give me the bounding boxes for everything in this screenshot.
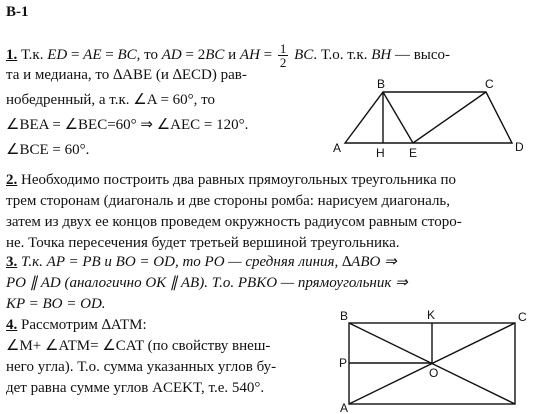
label-A2: A	[340, 401, 349, 414]
fraction-one-half: $\frac{1}{2}$	[279, 41, 287, 70]
p3-line-1: 3. Т.к. AP = PB и BO = OD, то PO — средняя линия, ∆ABO ⇒	[6, 254, 397, 270]
label-K: K	[427, 308, 436, 322]
p4-line-2: ∠M+ ∠ATM= ∠CAT (по свойству внеш-	[6, 338, 271, 354]
p2-line-3: затем из двух ее концов проведем окружность радиусом равным сторо-	[6, 214, 462, 230]
label-C: C	[485, 77, 494, 91]
label-B2: B	[340, 309, 349, 323]
p1-line-5: ∠BCE = 60°.	[6, 142, 90, 158]
p3-number: 3.	[6, 254, 18, 270]
p1-number: 1.	[6, 46, 18, 63]
label-E: E	[409, 146, 418, 160]
p2-line-2: трем сторонам (диагональ и две стороны ромба: нарисуем диагональ,	[6, 193, 451, 209]
p1-line-4: ∠BEA = ∠BEC=60° ⇒ ∠AEC = 120°.	[6, 117, 249, 133]
label-D: D	[515, 140, 524, 154]
label-O: O	[429, 366, 439, 380]
label-H: H	[376, 146, 385, 160]
label-P: P	[339, 356, 348, 370]
p2-line-1: 2. Необходимо построить два равных прямоугольных треугольника по	[6, 172, 457, 188]
p4-line-4: дет равна сумме углов ACEKT, т.е. 540°.	[6, 380, 265, 396]
p2-number: 2.	[6, 172, 18, 188]
p4-line-1: 4. Рассмотрим ∆ATM:	[6, 317, 147, 333]
p1-line-2: та и медиана, то ∆ABE (и ∆ECD) рав-	[6, 67, 247, 83]
label-B: B	[377, 77, 386, 91]
p4-line-3: него угла). Т.о. сумма указанных углов бу-	[6, 359, 277, 375]
label-A: A	[333, 141, 342, 155]
p4-number: 4.	[6, 317, 18, 333]
p3-line-3: KP = BO = OD.	[6, 296, 106, 312]
page-heading: В-1	[6, 4, 29, 20]
label-C2: C	[518, 310, 527, 324]
p2-line-4: не. Точка пересечения будет третьей вершиной треугольника.	[6, 235, 400, 251]
p1-line-1: 1. Т.к. ED = AE = BC, то AD = 2BC и AH = $\frac{1}{2}$ BC. Т.о. т.к. BH — высо-	[6, 41, 451, 70]
p3-line-2: PO ∥ AD (аналогично OK ∥ AB). Т.о. PBKO — прямоугольник ⇒	[6, 275, 408, 291]
p1-line-3: нобедренный, а т.к. ∠A = 60°, то	[6, 92, 216, 108]
